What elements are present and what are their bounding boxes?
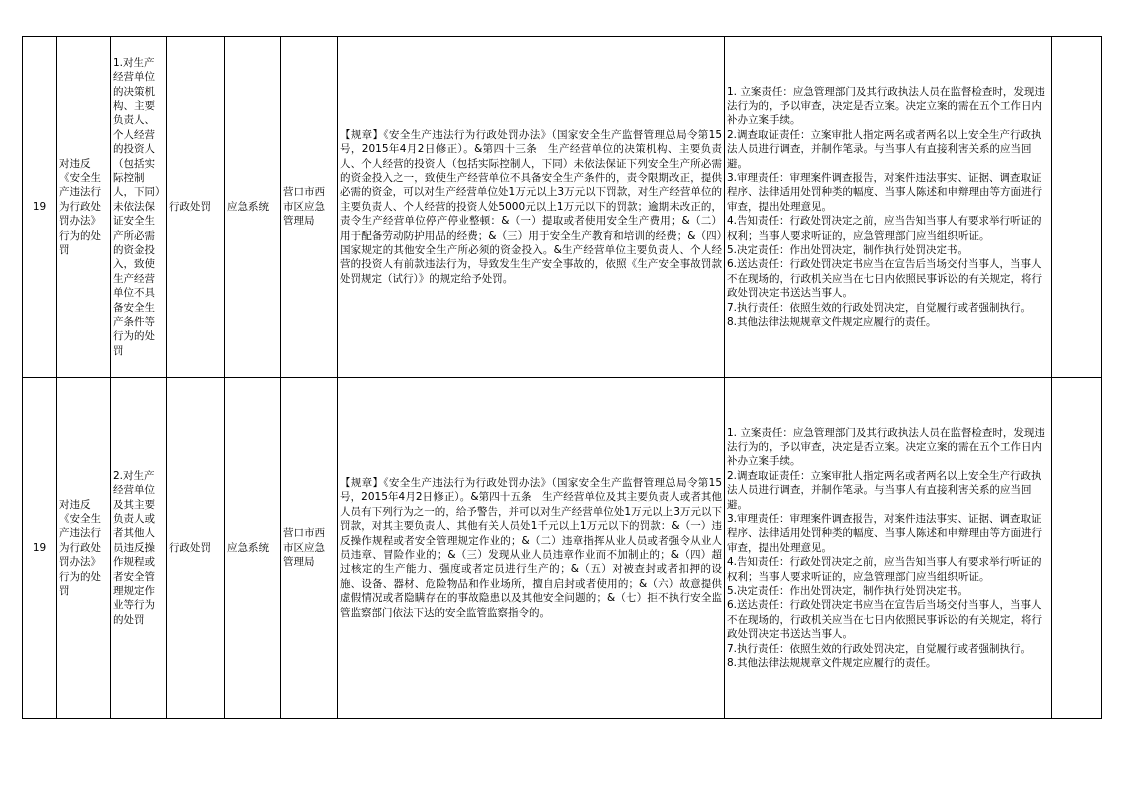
responsibility-list [725,37,1052,378]
table-row [23,37,1102,378]
system-category: 应急系统 [225,378,281,719]
responsibility-item: 5.决定责任：作出处罚决定，制作执行处罚决定书。 [727,585,969,598]
remarks [1052,378,1102,719]
power-type: 行政处罚 [167,37,225,378]
power-list-table [22,36,1102,719]
remarks [1052,37,1102,378]
responsibility-item: 1. 立案责任：应急管理部门及其行政执法人员在监督检查时，发现违法行为的，予以审查，决定是否立案。决定立案的需在五个工作日内补办立案手续。 [727,85,1045,127]
row-number: 19 [23,378,57,719]
implementing-department: 营口市西市区应急管理局 [281,378,338,719]
responsibility-item: 3.审理责任：审理案件调查报告，对案件违法事实、证据、调查取证程序、法律适用处罚种类的幅度、当事人陈述和申辩理由等方面进行审查，提出处理意见。 [727,171,1042,213]
table-row [23,378,1102,719]
responsibility-item: 8.其他法律法规规章文件规定应履行的责任。 [727,657,937,670]
responsibility-item: 2.调查取证责任：立案审批人指定两名或者两名以上安全生产行政执法人员进行调查，并制作笔录。与当事人有直接利害关系的应当回避。 [727,469,1042,511]
responsibility-item: 1. 立案责任：应急管理部门及其行政执法人员在监督检查时，发现违法行为的，予以审查，决定是否立案。决定立案的需在五个工作日内补办立案手续。 [727,426,1045,468]
responsibility-item: 5.决定责任：作出处罚决定，制作执行处罚决定书。 [727,244,969,257]
row-number: 19 [23,37,57,378]
responsibility-list [725,378,1052,719]
responsibility-item: 8.其他法律法规规章文件规定应履行的责任。 [727,316,937,329]
system-category: 应急系统 [225,37,281,378]
sub-item: 1.对生产经营单位的决策机构、主要负责人、个人经营的投资人（包括实际控制人，下同）未依法保证安全生产所必需的资金投入，致使生产经营单位不具备安全生产条件等行为的处罚 [111,37,167,378]
implementing-department: 营口市西市区应急管理局 [281,37,338,378]
responsibility-item: 4.告知责任：行政处罚决定之前，应当告知当事人有要求举行听证的权利；当事人要求听证的，应急管理部门应当组织听证。 [727,215,1042,242]
responsibility-item: 6.送达责任：行政处罚决定书应当在宣告后当场交付当事人，当事人不在现场的，行政机关应当在七日内依照民事诉讼的有关规定，将行政处罚决定书送达当事人。 [727,258,1042,300]
responsibility-item: 2.调查取证责任：立案审批人指定两名或者两名以上安全生产行政执法人员进行调查，并制作笔录。与当事人有直接利害关系的应当回避。 [727,128,1042,170]
responsibility-item: 4.告知责任：行政处罚决定之前，应当告知当事人有要求举行听证的权利；当事人要求听证的，应急管理部门应当组织听证。 [727,556,1042,583]
legal-basis: 【规章】《安全生产违法行为行政处罚办法》（国家安全生产监督管理总局令第15号，2015年4月2日修正）。&第四十三条 生产经营单位的决策机构、主要负责人、个人经营的投资人（包括实际控制人，下同）未依法保证下列安全生产所必需的资金投入之一，致使生产经营单位不具备安全生产条件的，责令限期改正，提供必需的资金，可以对生产经营单位处1万元以上3万元以下罚款，对生产经营单位的主要负责人、个人经营的投资人处5000元以上1万元以下的罚款；逾期未改正的，责令生产经营单位停产停业整顿：&（一）提取或者使用安全生产费用；&（二）用于配备劳动防护用品的经费；&（三）用于安全生产教育和培训的经费；&（四）国家规定的其他安全生产所必须的资金投入。&生产经营单位主要负责人、个人经营的投资人有前款违法行为，导致发生生产安全事故的，依照《生产安全事故罚款处罚规定（试行）》的规定给予处罚。 [338,37,725,378]
power-type: 行政处罚 [167,378,225,719]
item-name: 对违反《安全生产违法行为行政处罚办法》行为的处罚 [57,378,111,719]
sub-item: 2.对生产经营单位及其主要负责人或者其他人员违反操作规程或者安全管理规定作业等行为的处罚 [111,378,167,719]
item-name: 对违反《安全生产违法行为行政处罚办法》行为的处罚 [57,37,111,378]
responsibility-item: 6.送达责任：行政处罚决定书应当在宣告后当场交付当事人，当事人不在现场的，行政机关应当在七日内依照民事诉讼的有关规定，将行政处罚决定书送达当事人。 [727,599,1042,641]
responsibility-item: 3.审理责任：审理案件调查报告，对案件违法事实、证据、调查取证程序、法律适用处罚种类的幅度、当事人陈述和申辩理由等方面进行审查，提出处理意见。 [727,512,1042,554]
responsibility-item: 7.执行责任：依照生效的行政处罚决定，自觉履行或者强制执行。 [727,301,1032,314]
legal-basis: 【规章】《安全生产违法行为行政处罚办法》（国家安全生产监督管理总局令第15号，2015年4月2日修正）。&第四十五条 生产经营单位及其主要负责人或者其他人员有下列行为之一的，给予警告，并可以对生产经营单位处1万元以上3万元以下罚款，对其主要负责人、其他有关人员处1千元以上1万元以下的罚款：&（一）违反操作规程或者安全管理规定作业的；&（二）违章指挥从业人员或者强令从业人员违章、冒险作业的；&（三）发现从业人员违章作业而不加制止的；&（四）超过核定的生产能力、强度或者定员进行生产的；&（五）对被查封或者扣押的设施、设备、器材、危险物品和作业场所，擅自启封或者使用的；&（六）故意提供虚假情况或者隐瞒存在的事故隐患以及其他安全问题的；&（七）拒不执行安全监管监察部门依法下达的安全监管监察指令的。 [338,378,725,719]
responsibility-item: 7.执行责任：依照生效的行政处罚决定，自觉履行或者强制执行。 [727,642,1032,655]
